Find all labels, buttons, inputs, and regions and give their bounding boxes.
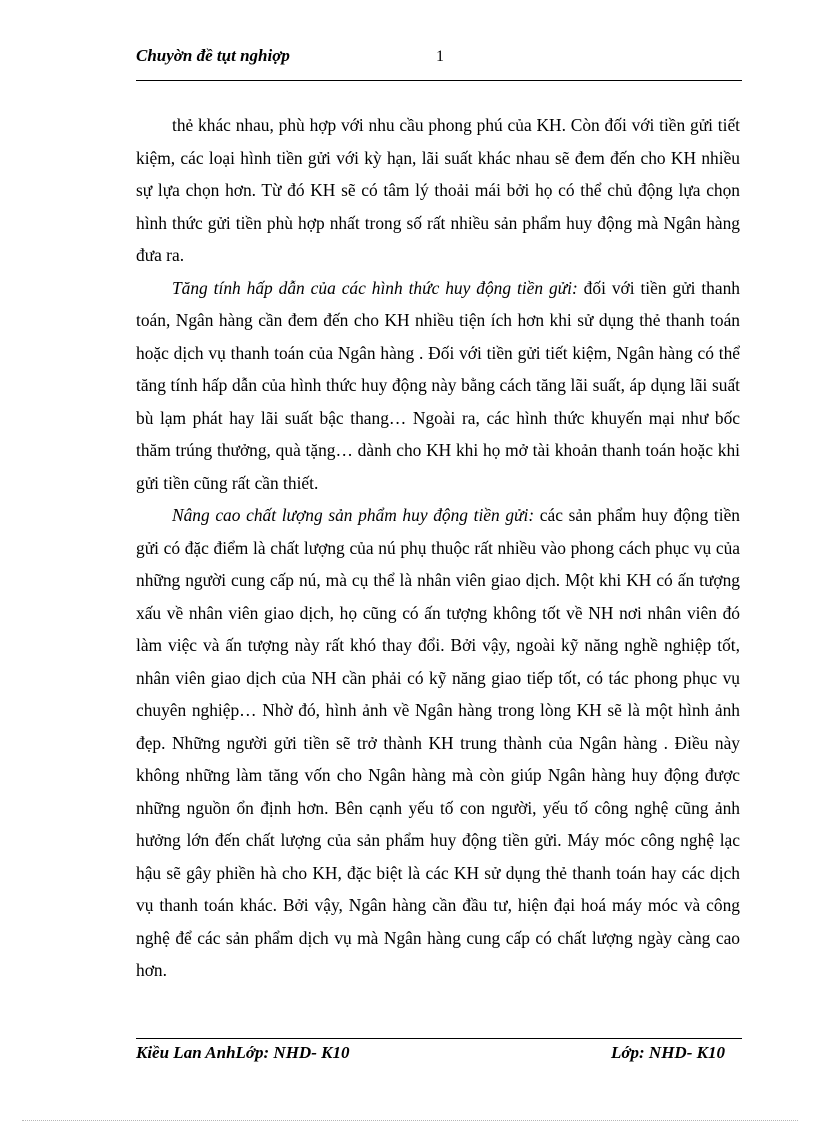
footer-class: Lớp: NHD- K10 <box>611 1043 725 1062</box>
paragraph-text: đối với tiền gửi thanh toán, Ngân hàng cần đem đến cho KH nhiều tiện ích hơn khi sử dụng thẻ thanh toán hoặc dịch vụ thanh toán của Ngân hàng . Đối với tiền gửi tiết kiệm, Ngân hàng có thể tăng tính hấp dẫn của hình thức huy động này bằng cách tăng lãi suất, áp dụng lãi suất bù lạm phát hay lãi suất bậc thang… Ngoài ra, các hình thức khuyến mại như bốc thăm trúng thưởng, quà tặng… dành cho KH khi họ mở tài khoản thanh toán hoặc khi gửi tiền cũng rất cần thiết. <box>136 277 740 493</box>
page-number: 1 <box>436 48 444 65</box>
paragraph-text: thẻ khác nhau, phù hợp với nhu cầu phong phú của KH. Còn đối với tiền gửi tiết kiệm, các loại hình tiền gửi với kỳ hạn, lãi suất khác nhau sẽ đem đến cho KH nhiều sự lựa chọn hơn. Từ đó KH sẽ có tâm lý thoải mái bởi họ có thể chủ động lựa chọn hình thức gửi tiền phù hợp nhất trong số rất nhiều sản phẩm huy động mà Ngân hàng đưa ra. <box>136 115 740 265</box>
paragraph-text: các sản phẩm huy động tiền gửi có đặc điểm là chất lượng của nú phụ thuộc rất nhiều vào phong cách phục vụ của những người cung cấp nú, mà cụ thể là nhân viên giao dịch. Một khi KH có ấn tượng xấu về nhân viên giao dịch, họ cũng có ấn tượng không tốt về NH nơi nhân viên đó làm việc và ấn tượng này rất khó thay đổi. Bởi vậy, ngoài kỹ năng nghề nghiệp tốt, nhân viên giao dịch của NH cần phải có kỹ năng giao tiếp tốt, có tác phong phục vụ chuyên nghiệp… Nhờ đó, hình ảnh về Ngân hàng trong lòng KH sẽ là một hình ảnh đẹp. Những người gửi tiền sẽ trở thành KH trung thành của Ngân hàng . Điều này không những làm tăng vốn cho Ngân hàng mà còn giúp Ngân hàng huy động được những nguồn ổn định hơn. Bên cạnh yếu tố con người, yếu tố công nghệ cũng ảnh hưởng lớn đến chất lượng của sản phẩm huy động tiền gửi. Máy móc công nghệ lạc hậu sẽ gây phiền hà cho KH, đặc biệt là các KH sử dụng thẻ thanh toán hay các dịch vụ thanh toán khác. Bởi vậy, Ngân hàng cần đầu tư, hiện đại hoá máy móc và công nghệ để các sản phẩm dịch vụ mà Ngân hàng cung cấp có chất lượng ngày càng cao hơn. <box>136 505 740 980</box>
paragraph-2 <box>136 272 740 500</box>
page-edge-divider <box>22 1120 798 1121</box>
header-title: Chuyờn đề tụt nghiợp <box>136 46 290 65</box>
header-divider <box>136 80 742 81</box>
paragraph-3 <box>136 499 740 987</box>
paragraph-1 <box>136 109 740 272</box>
footer-author-class: Kiều Lan AnhLớp: NHD- K10 <box>136 1043 350 1062</box>
document-body <box>136 109 740 987</box>
paragraph-lead: Tăng tính hấp dẫn của các hình thức huy động tiền gửi: <box>172 277 578 298</box>
paragraph-lead: Nâng cao chất lượng sản phẩm huy động tiền gửi: <box>172 505 535 525</box>
footer-divider <box>136 1038 742 1039</box>
